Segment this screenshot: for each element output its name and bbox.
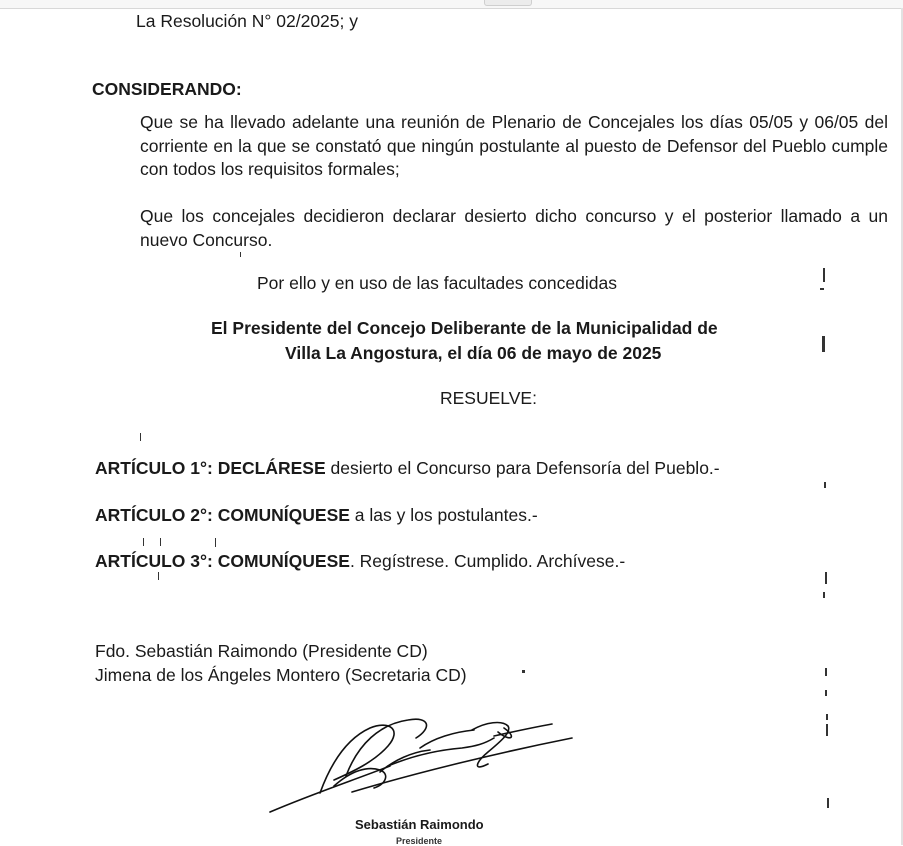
signed-by-president: Fdo. Sebastián Raimondo (Presidente CD): [95, 641, 428, 661]
signature-role: Presidente: [396, 836, 443, 846]
scan-speck: [822, 336, 825, 352]
scan-speck: [240, 252, 241, 257]
handwritten-signature: [262, 708, 582, 818]
authority-line-1: El Presidente del Concejo Deliberante de la Municipalidad de: [211, 318, 718, 338]
resuelve-heading: RESUELVE:: [440, 388, 537, 408]
intro-line: La Resolución N° 02/2025; y: [136, 11, 358, 31]
scan-speck: [824, 482, 826, 488]
scan-speck: [160, 538, 161, 546]
signed-by-secretary: Jimena de los Ángeles Montero (Secretaria CD): [95, 665, 467, 685]
article-3-text: . Regístrese. Cumplido. Archívese.-: [349, 551, 626, 571]
scan-speck: [140, 433, 141, 441]
article-1-text: desierto el Concurso para Defensoría del Pueblo.-: [325, 458, 720, 478]
considerando-paragraph-2: Que los concejales decidieron declarar desierto dicho concurso y el posterior llamado a un nuevo Concurso.: [140, 206, 888, 250]
scan-speck: [143, 538, 144, 546]
scan-speck: [825, 690, 827, 696]
scan-speck: [215, 538, 216, 547]
article-2-verb: COMUNÍQUESE: [217, 505, 350, 525]
signature-name: Sebastián Raimondo: [355, 817, 484, 832]
article-1-verb: DECLÁRESE: [217, 458, 326, 478]
article-1: [95, 457, 720, 479]
article-3-verb: COMUNÍQUESE: [217, 551, 350, 571]
scan-speck: [522, 670, 525, 673]
scan-speck: [827, 798, 829, 808]
scan-speck: [826, 724, 828, 736]
scan-speck: [158, 572, 159, 580]
scan-speck: [823, 268, 825, 282]
article-3-label: ARTÍCULO 3°:: [95, 551, 213, 571]
scan-speck: [820, 288, 824, 290]
por-ello-line: Por ello y en uso de las facultades concedidas: [257, 273, 617, 293]
scan-speck: [825, 572, 827, 584]
article-1-label: ARTÍCULO 1°:: [95, 458, 213, 478]
scan-speck: [826, 714, 828, 720]
considerando-heading: CONSIDERANDO:: [92, 79, 242, 99]
article-2-label: ARTÍCULO 2°:: [95, 505, 213, 525]
considerando-paragraph-1: Que se ha llevado adelante una reunión de Plenario de Concejales los días 05/05 y 06/05 del corriente en la que se constató que ningún postulante al puesto de Defensor del Pueblo cumple con todos los requisitos formales;: [140, 112, 888, 179]
article-2-text: a las y los postulantes.-: [349, 505, 538, 525]
scan-speck: [823, 592, 825, 598]
article-3: [95, 550, 625, 572]
article-2: [95, 504, 538, 526]
scan-speck: [825, 668, 827, 676]
authority-line-2: Villa La Angostura, el día 06 de mayo de 2025: [285, 343, 662, 363]
